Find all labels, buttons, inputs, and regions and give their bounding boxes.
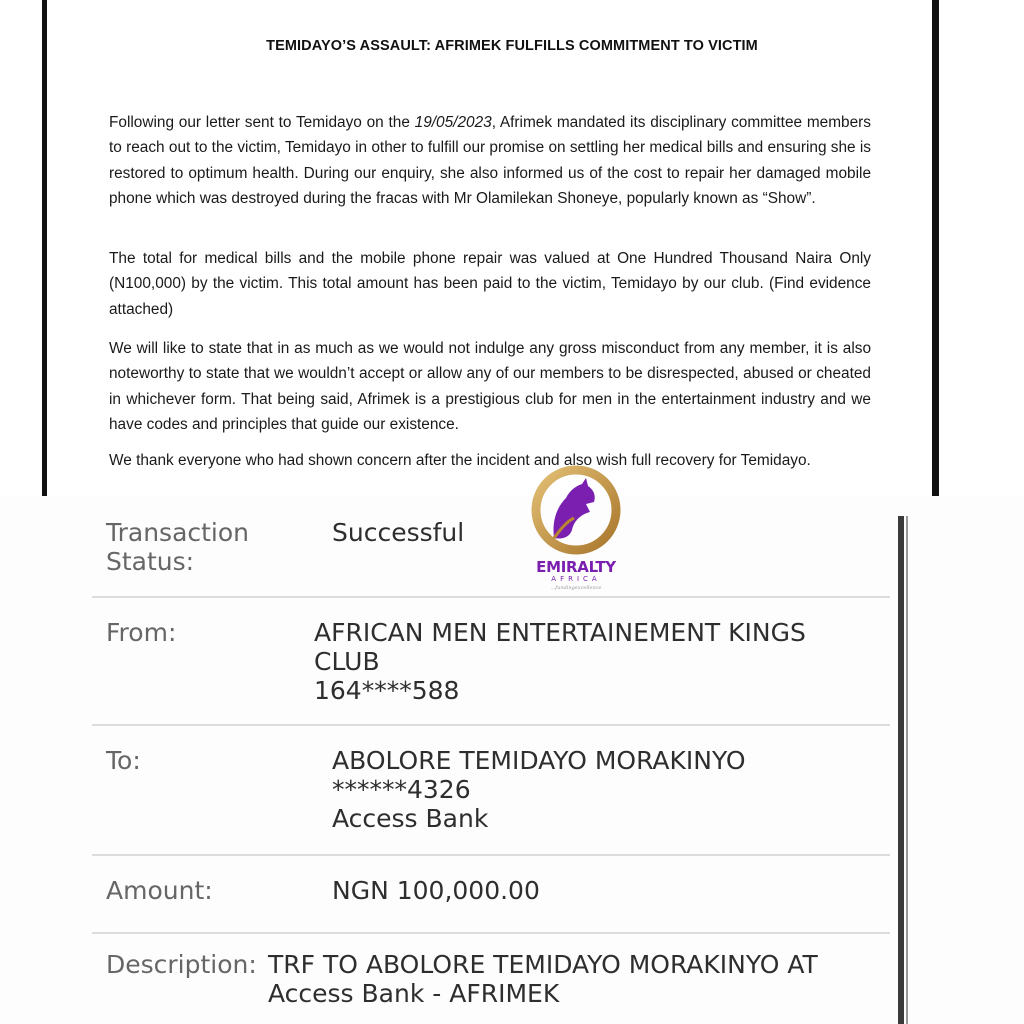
description-line-2: Access Bank - AFRIMEK (268, 979, 560, 1008)
from-name-line-1: AFRICAN MEN ENTERTAINEMENT KINGS (314, 618, 806, 647)
to-label: To: (106, 746, 141, 775)
description-value (268, 950, 818, 1008)
amount-label: Amount: (106, 876, 213, 905)
receipt-edge-bar (898, 516, 904, 1024)
emiralty-logo (524, 460, 628, 596)
to-name: ABOLORE TEMIDAYO MORAKINYO (332, 746, 746, 775)
amount-value: NGN 100,000.00 (332, 876, 540, 905)
letter-paragraph-2: The total for medical bills and the mobile phone repair was valued at One Hundred Thousand Naira Only (N100,000) by the victim. This total amount has been paid to the victim, Temidayo by our club. (Find evidence attached) (109, 250, 871, 318)
from-account: 164****588 (314, 676, 460, 705)
transaction-receipt (0, 496, 1024, 1024)
divider (92, 932, 890, 934)
receipt-edge-line (906, 516, 908, 1024)
description-label: Description: (106, 950, 257, 979)
to-account: ******4326 (332, 775, 471, 804)
letter-paragraph-4: We thank everyone who had shown concern after the incident and also wish full recovery for Temidayo. (109, 452, 811, 469)
letter-paragraph-3: We will like to state that in as much as we would not indulge any gross misconduct from any member, it is also noteworthy to state that we wouldn’t accept or allow any of our members to be disrespected, abused or cheated in whichever form. That being said, Afrimek is a prestigious club for men in the entertainment industry and we have codes and principles that guide our existence. (109, 340, 871, 434)
to-details (332, 746, 746, 833)
p1-text-end: , Afrimek mandated its disciplinary committee members to reach out to the victim, Temidayo in other to fulfill our promise on settling her medical bills and ensuring she is restored to optimum health. During our enquiry, she also informed us of the cost to repair her damaged mobile phone which was destroyed during the fracas with Mr Olamilekan Shoneye, popularly known as “Show”. (109, 114, 871, 208)
horse-head-icon (524, 460, 628, 560)
from-details (314, 618, 806, 705)
logo-name: EMIRALTY (536, 558, 616, 576)
letter-page (0, 0, 1024, 496)
status-label (106, 518, 249, 576)
p1-text-start: Following our letter sent to Temidayo on the (109, 114, 415, 131)
divider (92, 724, 890, 726)
status-label-line-2: Status: (106, 547, 195, 576)
letter-paragraph-1 (109, 110, 871, 212)
description-line-1: TRF TO ABOLORE TEMIDAYO MORAKINYO AT (268, 950, 818, 979)
to-bank: Access Bank (332, 804, 489, 833)
page-border-left (42, 0, 47, 496)
from-name-line-2: CLUB (314, 647, 380, 676)
letter-title: TEMIDAYO’S ASSAULT: AFRIMEK FULFILLS COMMITMENT TO VICTIM (266, 38, 758, 54)
page-border-right (932, 0, 939, 496)
status-value: Successful (332, 518, 465, 547)
logo-sub: AFRICA (551, 575, 601, 583)
divider (92, 596, 890, 598)
status-label-line-1: Transaction (106, 518, 250, 547)
letter-date: 19/05/2023 (414, 114, 492, 131)
from-label: From: (106, 618, 177, 647)
divider (92, 854, 890, 856)
logo-tagline: ...fundingexcellence (550, 585, 602, 591)
